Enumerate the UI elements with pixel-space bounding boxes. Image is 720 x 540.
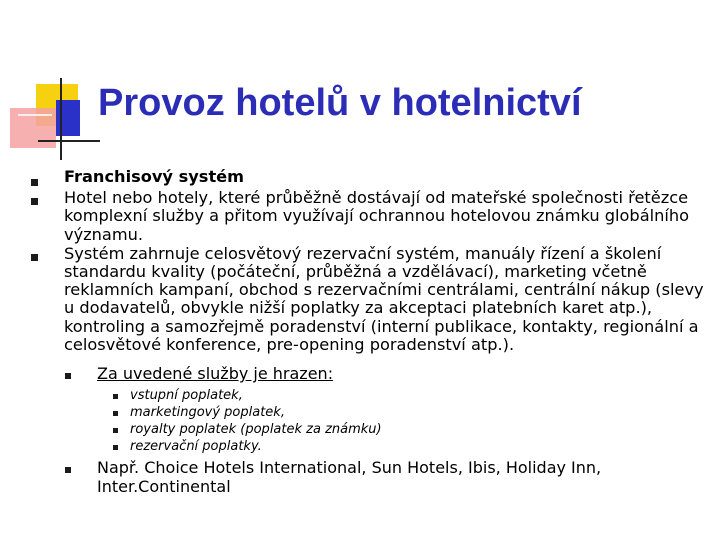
- bullet-text: Hotel nebo hotely, které průběžně dostávají od mateřské společnosti řetězce komplexní služby a přitom využívají ochrannou hotelovou známku globálního významu.: [64, 188, 690, 244]
- fee-item: [0, 421, 720, 438]
- square-bullet-icon: [113, 411, 118, 416]
- square-bullet-icon: [113, 394, 118, 399]
- sub-bullet-item: [0, 458, 720, 496]
- square-bullet-icon: [31, 179, 38, 186]
- fee-list: [0, 387, 720, 455]
- square-bullet-icon: [31, 254, 38, 261]
- square-bullet-icon: [65, 373, 71, 379]
- fee-text: royalty poplatek (poplatek za známku): [130, 422, 382, 438]
- fee-item: [0, 404, 720, 421]
- slide-title: Provoz hotelů v hotelnictví: [98, 82, 582, 124]
- bullet-text: Franchisový systém: [64, 167, 245, 186]
- bullet-item: [0, 189, 720, 244]
- bullet-item: [0, 168, 720, 186]
- sub-heading: Za uvedené služby je hrazen:: [97, 364, 334, 384]
- bullet-text: Systém zahrnuje celosvětový rezervační systém, manuály řízení a školení standardu kvality (počáteční, průběžná a vzdělávací), marketing včetně reklamních kampaní, obchod s rezervačními centrálami, centrální nákup (slevy u dodavatelů, obvykle nižší poplatky za akceptaci platebních karet atp.), kontroling a samozřejmě poradenství (interní publikace, kontakty, regionální a celosvětové konference, pre-opening poradenství atp.).: [64, 243, 704, 354]
- fee-text: marketingový poplatek,: [130, 405, 285, 421]
- bullet-item: [0, 245, 720, 354]
- fee-text: rezervační poplatky.: [130, 439, 262, 455]
- logo-highlight-line: [18, 114, 52, 116]
- fee-item: [0, 438, 720, 455]
- sub-bullet-item: [0, 364, 720, 383]
- square-bullet-icon: [31, 198, 38, 205]
- slide-body: [0, 168, 720, 496]
- square-bullet-icon: [113, 445, 118, 450]
- square-bullet-icon: [65, 467, 71, 473]
- logo-horizontal-line: [38, 140, 100, 142]
- logo-vertical-line: [60, 78, 62, 160]
- square-bullet-icon: [113, 428, 118, 433]
- fee-item: [0, 387, 720, 404]
- example-text: Např. Choice Hotels International, Sun Hotels, Ibis, Holiday Inn, Inter.Continental: [97, 458, 602, 497]
- fee-text: vstupní poplatek,: [130, 388, 243, 404]
